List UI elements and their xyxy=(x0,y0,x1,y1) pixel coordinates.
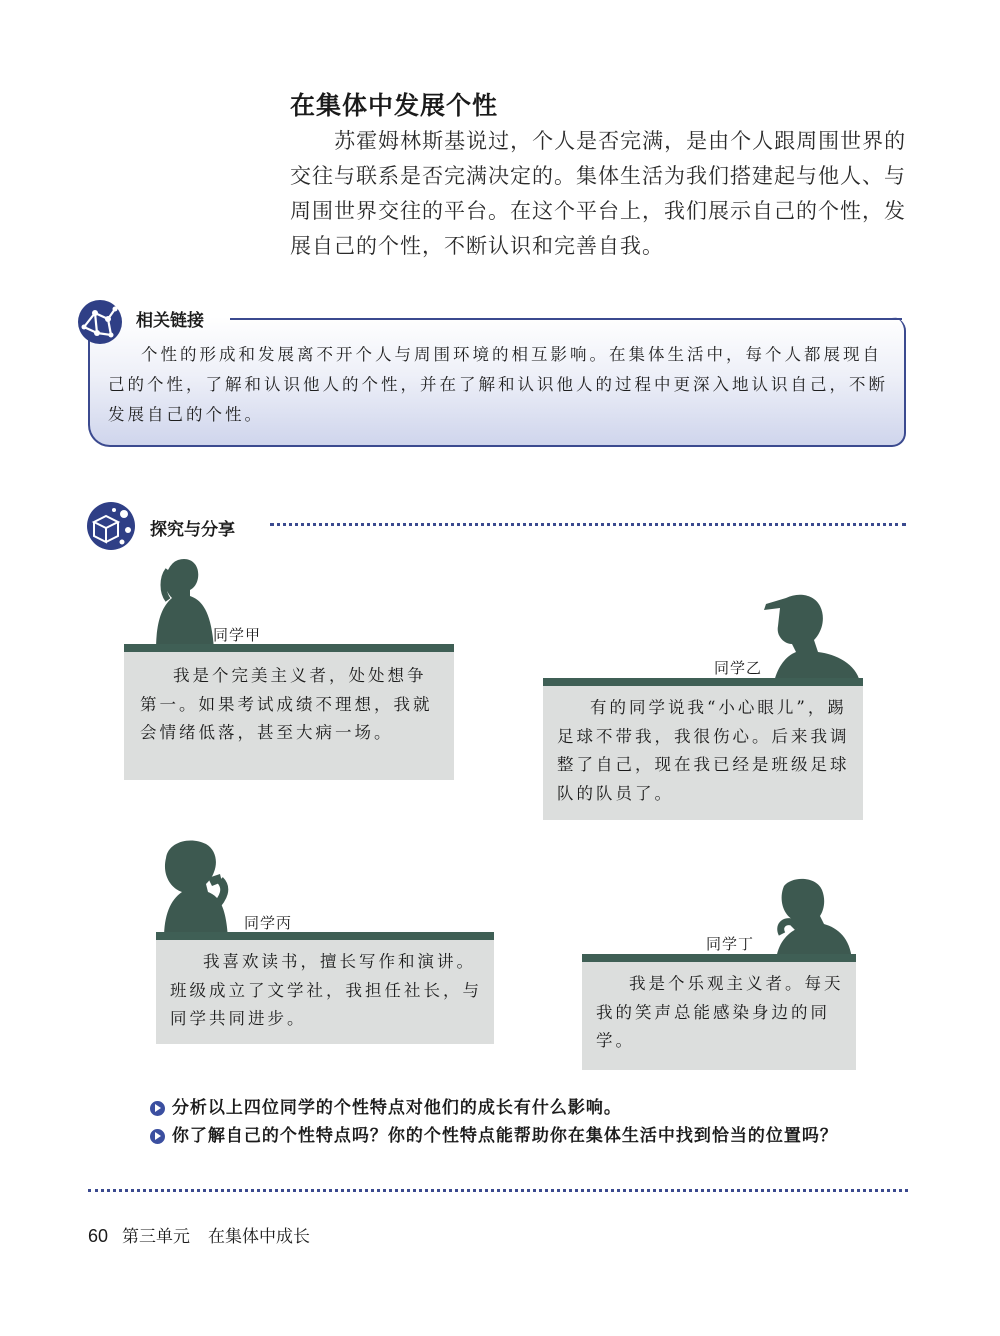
student-a-text: 我是个完美主义者，处处想争第一。如果考试成绩不理想，我就会情绪低落，甚至大病一场。 xyxy=(140,666,433,742)
related-link-label: 相关链接 xyxy=(136,311,204,331)
related-link-text: 个性的形成和发展离不开个人与周围环境的相互影响。在集体生活中，每个人都展现自己的个性，了解和认识他人的个性，并在了解和认识他人的过程中更深入地认识自己，不断发展自己的个性。 xyxy=(108,345,888,424)
student-d-name: 同学丁 xyxy=(706,935,755,953)
student-b-text: 有的同学说我“小心眼儿”，踢足球不带我，我很伤心。后来我调整了自己，现在我已经是班级足球队的队员了。 xyxy=(557,698,850,803)
unit-label: 第三单元 xyxy=(122,1227,191,1247)
section-title: 在集体中发展个性 xyxy=(290,91,499,120)
student-b-silhouette-icon xyxy=(756,590,862,682)
student-b-card xyxy=(543,678,863,820)
intro-text: 苏霍姆林斯基说过，个人是否完满，是由个人跟周围世界的交往与联系是否完满决定的。集体生活为我们搭建起与他人、与周围世界交往的平台。在这个平台上，我们展示自己的个性，发展自己的个性，不断认识和完善自我。 xyxy=(290,129,907,258)
explore-share-label: 探究与分享 xyxy=(150,520,235,540)
student-a-speech xyxy=(124,652,454,748)
question-2-text: 你了解自己的个性特点吗？你的个性特点能帮助你在集体生活中找到恰当的位置吗？ xyxy=(171,1126,838,1146)
explore-dotted-rule xyxy=(270,523,906,526)
student-d-silhouette-icon xyxy=(768,876,856,960)
student-d-card xyxy=(582,954,856,1070)
student-c-speech xyxy=(156,940,494,1034)
play-bullet-icon xyxy=(150,1129,165,1144)
student-d-text: 我是个乐观主义者。每天我的笑声总能感染身边的同学。 xyxy=(596,974,844,1050)
student-c-text: 我喜欢读书，擅长写作和演讲。班级成立了文学社，我担任社长，与同学共同进步。 xyxy=(170,952,482,1028)
student-c-name: 同学丙 xyxy=(244,914,293,932)
related-link-rule xyxy=(230,318,902,320)
student-c-card xyxy=(156,932,494,1044)
student-a-silhouette-icon xyxy=(150,556,220,651)
student-a-name: 同学甲 xyxy=(213,626,262,644)
student-a-card xyxy=(124,644,454,780)
related-link-content xyxy=(108,340,888,430)
question-1 xyxy=(150,1094,910,1122)
student-d-speech xyxy=(582,962,856,1056)
question-1-text: 分析以上四位同学的个性特点对他们的成长有什么影响。 xyxy=(171,1098,622,1118)
page-number: 60 xyxy=(88,1226,109,1246)
cube-globe-icon xyxy=(84,500,136,552)
page-footer xyxy=(88,1222,310,1247)
play-bullet-icon xyxy=(150,1101,165,1116)
bottom-dotted-rule xyxy=(88,1189,908,1192)
student-b-name: 同学乙 xyxy=(714,659,763,677)
intro-paragraph xyxy=(290,124,920,264)
student-b-speech xyxy=(543,686,863,808)
question-2 xyxy=(108,1122,898,1150)
student-c-silhouette-icon xyxy=(156,838,246,938)
unit-title: 在集体中成长 xyxy=(208,1227,311,1247)
